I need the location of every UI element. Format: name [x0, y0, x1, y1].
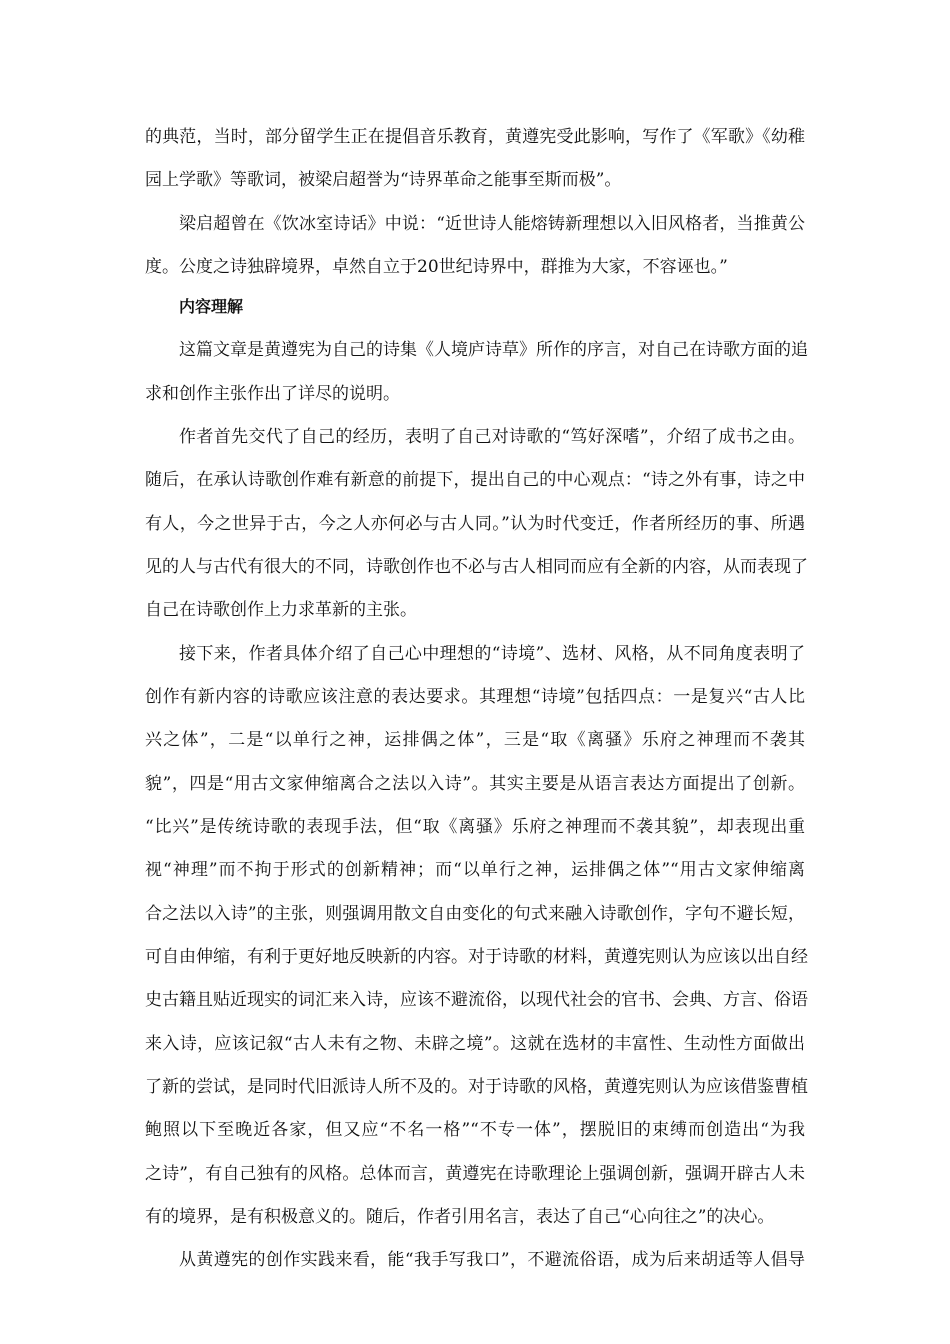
paragraph-line: 创作有新内容的诗歌应该注意的表达要求。其理想“诗境”包括四点：一是复兴“古人比	[145, 687, 805, 707]
paragraph-line: 之诗”，有自己独有的风格。总体而言，黄遵宪在诗歌理论上强调创新，强调开辟古人未	[145, 1164, 805, 1184]
paragraph-line: 这篇文章是黄遵宪为自己的诗集《人境庐诗草》所作的序言，对自己在诗歌方面的追	[179, 340, 808, 360]
paragraph-line: 有的境界，是有积极意义的。随后，作者引用名言，表达了自己“心向往之”的决心。	[145, 1207, 775, 1227]
paragraph-line: 史古籍且贴近现实的词汇来入诗，应该不避流俗，以现代社会的官书、会典、方言、俗语	[145, 990, 808, 1010]
paragraph-line: 见的人与古代有很大的不同，诗歌创作也不必与古人相同而应有全新的内容，从而表现了	[145, 557, 808, 577]
paragraph-line: 作者首先交代了自己的经历，表明了自己对诗歌的“笃好深嗜”，介绍了成书之由。	[179, 427, 805, 447]
paragraph-line: 来入诗，应该记叙“古人未有之物、未辟之境”。这就在选材的丰富性、生动性方面做出	[145, 1034, 805, 1054]
paragraph-line: 合之法以入诗”的主张，则强调用散文自由变化的句式来融入诗歌创作，字句不避长短，	[145, 904, 805, 924]
paragraph-line: 兴之体”，二是“以单行之神，运排偶之体”，三是“取《离骚》乐府之神理而不袭其	[145, 730, 805, 750]
paragraph-line: “比兴”是传统诗歌的表现手法，但“取《离骚》乐府之神理而不袭其貌”，却表现出重	[145, 817, 805, 837]
paragraph-line: 度。公度之诗独辟境界，卓然自立于20世纪诗界中，群推为大家，不容诬也。”	[145, 257, 728, 277]
paragraph-line: 有人，今之世异于古，今之人亦何必与古人同。”认为时代变迁，作者所经历的事、所遇	[145, 514, 805, 534]
paragraph-line: 可自由伸缩，有利于更好地反映新的内容。对于诗歌的材料，黄遵宪则认为应该以出自经	[145, 947, 808, 967]
paragraph-line: 梁启超曾在《饮冰室诗话》中说：“近世诗人能熔铸新理想以入旧风格者，当推黄公	[179, 214, 805, 234]
paragraph-line: 求和创作主张作出了详尽的说明。	[145, 384, 400, 404]
paragraph-line: 的典范，当时，部分留学生正在提倡音乐教育，黄遵宪受此影响，写作了《军歌》《幼稚	[145, 127, 805, 147]
paragraph-line: 随后，在承认诗歌创作难有新意的前提下，提出自己的中心观点：“诗之外有事，诗之中	[145, 470, 805, 490]
paragraph-line: 自己在诗歌创作上力求革新的主张。	[145, 600, 417, 620]
paragraph-line: 接下来，作者具体介绍了自己心中理想的“诗境”、选材、风格，从不同角度表明了	[179, 644, 805, 664]
paragraph-line: 貌”，四是“用古文家伸缩离合之法以入诗”。其实主要是从语言表达方面提出了创新。	[145, 774, 805, 794]
paragraph-line: 了新的尝试，是同时代旧派诗人所不及的。对于诗歌的风格，黄遵宪则认为应该借鉴曹植	[145, 1077, 808, 1097]
paragraph-line: 视“神理”而不拘于形式的创新精神；而“以单行之神，运排偶之体”“用古文家伸缩离	[145, 860, 805, 880]
section-heading: 内容理解	[179, 297, 244, 316]
paragraph-line: 园上学歌》等歌词，被梁启超誉为“诗界革命之能事至斯而极”。	[145, 170, 622, 190]
paragraph-line: 从黄遵宪的创作实践来看，能“我手写我口”，不避流俗语，成为后来胡适等人倡导	[179, 1250, 805, 1270]
paragraph-line: 鲍照以下至晚近各家，但又应“不名一格”“不专一体”，摆脱旧的束缚而创造出“为我	[145, 1120, 805, 1140]
